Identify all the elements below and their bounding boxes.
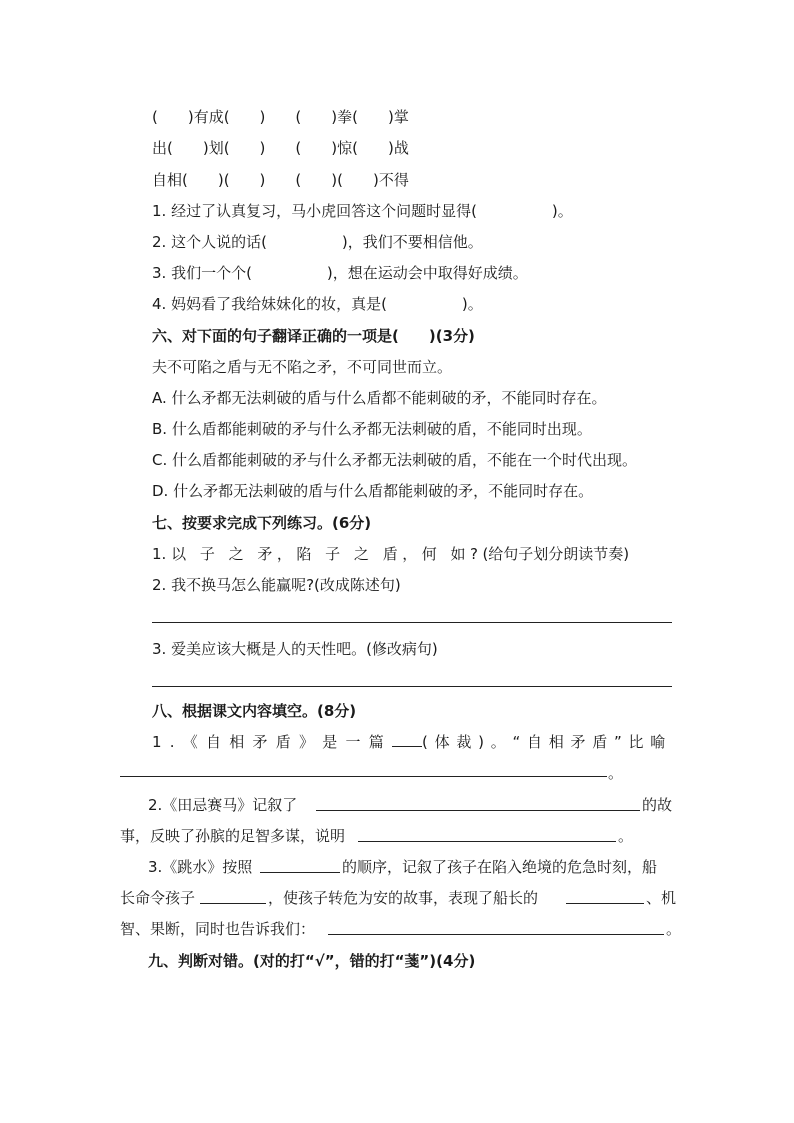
section8-q3-a: 3.《跳水》按照 bbox=[148, 858, 253, 876]
blank-trait[interactable] bbox=[566, 903, 644, 904]
blank-lesson[interactable] bbox=[358, 841, 616, 842]
blank-story[interactable] bbox=[316, 810, 640, 811]
answer-line-q3[interactable] bbox=[152, 686, 672, 687]
fill-item-4: 4. 妈妈看了我给妹妹化的妆，真是( )。 bbox=[152, 295, 483, 313]
section6-sentence: 夫不可陷之盾与无不陷之矛，不可同世而立。 bbox=[152, 358, 453, 376]
section8-q1-b: (体裁)。“自相矛盾”比喻 bbox=[422, 733, 672, 751]
section7-q1 bbox=[152, 544, 629, 564]
idiom-row-2: 出( )划( ) ( )惊( )战 bbox=[152, 139, 409, 157]
section9-heading: 九、判断对错。(对的打“√”，错的打“菚”)(4分) bbox=[148, 952, 476, 970]
section8-q1-line1 bbox=[152, 732, 672, 752]
section7-heading: 七、按要求完成下列练习。(6分) bbox=[152, 514, 372, 532]
fill-item-3: 3. 我们一个个( )，想在运动会中取得好成绩。 bbox=[152, 264, 528, 282]
answer-line-q2[interactable] bbox=[152, 622, 672, 623]
section8-q2-b: 的故 bbox=[642, 796, 673, 814]
section6-option-d: D. 什么矛都无法刺破的盾与什么盾都能刺破的矛，不能同时存在。 bbox=[152, 482, 594, 500]
section7-q2: 2. 我不换马怎么能赢呢?(改成陈述句) bbox=[152, 576, 401, 594]
section8-q3-end: 。 bbox=[666, 920, 682, 938]
section8-q3-d: ，使孩子转危为安的故事，表现了船长的 bbox=[268, 889, 539, 907]
section6-option-c: C. 什么盾都能刺破的矛与什么矛都无法刺破的盾，不能在一个时代出现。 bbox=[152, 451, 638, 469]
fill-item-1: 1. 经过了认真复习，马小虎回答这个问题时显得( )。 bbox=[152, 202, 573, 220]
blank-metaphor[interactable] bbox=[120, 776, 607, 777]
idiom-row-1: ( )有成( ) ( )拳( )掌 bbox=[152, 108, 409, 126]
blank-genre[interactable] bbox=[392, 732, 422, 747]
section8-heading: 八、根据课文内容填空。(8分) bbox=[152, 702, 357, 720]
blank-command[interactable] bbox=[200, 903, 266, 904]
idiom-row-3: 自相( )( ) ( )( )不得 bbox=[152, 171, 409, 189]
section8-q3-b: 的顺序，记叙了孩子在陷入绝境的危急时刻，船 bbox=[342, 858, 658, 876]
section8-q3-e: 、机 bbox=[646, 889, 677, 907]
section8-q1-end: 。 bbox=[608, 764, 624, 782]
section6-option-b: B. 什么盾都能刺破的矛与什么矛都无法刺破的盾，不能同时出现。 bbox=[152, 420, 592, 438]
section8-q2-end: 。 bbox=[618, 827, 634, 845]
section7-q1-prefix: 1. bbox=[152, 545, 172, 563]
section8-q1-a: 1.《自相矛盾》是一篇 bbox=[152, 733, 393, 751]
section7-q3: 3. 爱美应该大概是人的天性吧。(修改病句) bbox=[152, 640, 438, 658]
section8-q2-c: 事，反映了孙膑的足智多谋，说明 bbox=[120, 827, 346, 845]
section8-q2-a: 2.《田忌赛马》记叙了 bbox=[148, 796, 298, 814]
fill-item-2: 2. 这个人说的话( )，我们不要相信他。 bbox=[152, 233, 483, 251]
section8-q3-c: 长命令孩子 bbox=[120, 889, 196, 907]
blank-order[interactable] bbox=[260, 872, 340, 873]
section7-q1-note: (给句子划分朗读节奏) bbox=[482, 545, 630, 563]
section8-q3-f: 智、果断，同时也告诉我们： bbox=[120, 920, 316, 938]
blank-moral[interactable] bbox=[328, 934, 664, 935]
section6-option-a: A. 什么矛都无法刺破的盾与什么盾都不能刺破的矛，不能同时存在。 bbox=[152, 389, 607, 407]
section6-heading: 六、对下面的句子翻译正确的一项是( )(3分) bbox=[152, 327, 475, 345]
section7-q1-text: 以 子 之 矛，陷 子 之 盾，何 如? bbox=[171, 545, 483, 563]
